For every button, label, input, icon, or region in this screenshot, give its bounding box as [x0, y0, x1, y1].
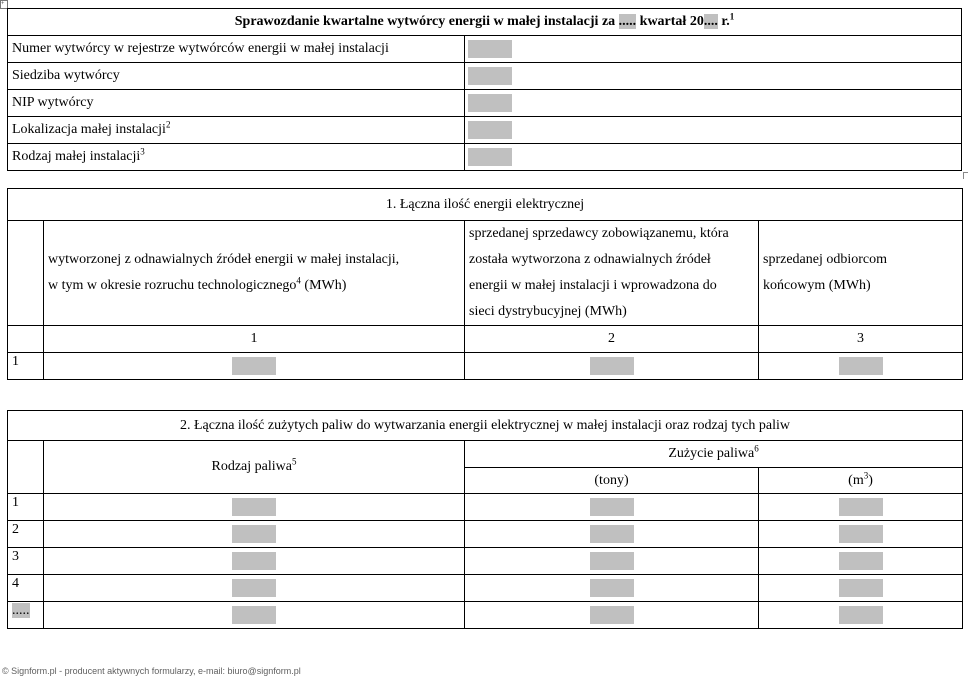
- energy-col2-header: sprzedanej sprzedawcy zobowiązanemu, która została wytworzona z odnawialnych źródeł energii w małej instalacji i wprowadzona do sieci dystrybucyjnej (MWh): [465, 221, 759, 326]
- fuel-section-title: 2. Łączna ilość zużytych paliw do wytwarzania energii elektrycznej w małej instalacji oraz rodzaj tych paliw: [8, 411, 963, 441]
- fuel-row-label-4: 4: [8, 575, 44, 602]
- year-field[interactable]: ....: [703, 14, 718, 29]
- footer-credit: © Signform.pl - producent aktywnych formularzy, e-mail: biuro@signform.pl: [2, 666, 301, 676]
- energy-table: [7, 188, 963, 380]
- fuel-row-label-2: 2: [8, 521, 44, 548]
- energy-col-number-1: 1: [44, 326, 465, 353]
- installation-type-label: Rodzaj małej instalacji$^3$: [8, 144, 465, 171]
- installation-location-label: Lokalizacja małej instalacji$^2$: [8, 117, 465, 144]
- table-anchor-icon[interactable]: +: [0, 0, 8, 9]
- energy-section-title: 1. Łączna ilość energii elektrycznej: [8, 189, 963, 221]
- quarter-field[interactable]: .....: [618, 14, 637, 29]
- energy-col1-header: wytworzonej z odnawialnych źródeł energii w małej instalacji, w tym w okresie rozruchu technologicznego$^4$ (MWh): [44, 221, 465, 326]
- fuel-type-field-4[interactable]: [232, 579, 276, 597]
- fuel-type-field-5[interactable]: [232, 606, 276, 624]
- energy-col3-header: sprzedanej odbiorcom końcowym (MWh): [759, 221, 963, 326]
- fuel-type-field-1[interactable]: [232, 498, 276, 516]
- energy-header-empty: [8, 221, 44, 326]
- fuel-m3-field-4[interactable]: [839, 579, 883, 597]
- fuel-unit-tons: (tony): [465, 468, 759, 494]
- fuel-unit-m3: $(m^3)$: [759, 468, 963, 494]
- fuel-tons-field-3[interactable]: [590, 552, 634, 570]
- fuel-tons-field-2[interactable]: [590, 525, 634, 543]
- producer-nip-field[interactable]: [468, 94, 512, 112]
- energy-produced-field[interactable]: [232, 357, 276, 375]
- fuel-m3-field-1[interactable]: [839, 498, 883, 516]
- fuel-m3-field-5[interactable]: [839, 606, 883, 624]
- fuel-row-label-extra[interactable]: .....: [12, 603, 30, 618]
- title-text-2: kwartał 20: [636, 14, 704, 29]
- fuel-row-label-1: 1: [8, 494, 44, 521]
- energy-sold-seller-field[interactable]: [590, 357, 634, 375]
- producer-number-field[interactable]: [468, 40, 512, 58]
- energy-row-label: 1: [8, 353, 44, 380]
- section-marker: [963, 172, 968, 179]
- fuel-tons-field-5[interactable]: [590, 606, 634, 624]
- report-title: [8, 9, 962, 36]
- fuel-usage-header: Zużycie paliwa$^6$: [465, 441, 963, 468]
- fuel-tons-field-4[interactable]: [590, 579, 634, 597]
- energy-number-empty: [8, 326, 44, 353]
- producer-info-table: [7, 8, 962, 171]
- energy-col-number-2: 2: [465, 326, 759, 353]
- fuel-type-field-3[interactable]: [232, 552, 276, 570]
- title-text-1: Sprawozdanie kwartalne wytwórcy energii w małej instalacji za: [234, 14, 619, 29]
- fuel-tons-field-1[interactable]: [590, 498, 634, 516]
- title-footnote: 1: [729, 11, 735, 22]
- producer-nip-label: NIP wytwórcy: [8, 90, 465, 117]
- fuel-m3-field-3[interactable]: [839, 552, 883, 570]
- fuel-m3-field-2[interactable]: [839, 525, 883, 543]
- fuel-row-label-3: 3: [8, 548, 44, 575]
- installation-type-field[interactable]: [468, 148, 512, 166]
- title-text-3: r.: [717, 14, 730, 29]
- fuel-type-header: Rodzaj paliwa$^5$: [44, 441, 465, 494]
- producer-seat-label: Siedziba wytwórcy: [8, 63, 465, 90]
- energy-col-number-3: 3: [759, 326, 963, 353]
- energy-sold-end-user-field[interactable]: [839, 357, 883, 375]
- fuel-type-field-2[interactable]: [232, 525, 276, 543]
- producer-seat-field[interactable]: [468, 67, 512, 85]
- producer-number-label: Numer wytwórcy w rejestrze wytwórców energii w małej instalacji: [8, 36, 465, 63]
- fuel-table: [7, 410, 963, 629]
- installation-location-field[interactable]: [468, 121, 512, 139]
- fuel-header-empty: [8, 441, 44, 494]
